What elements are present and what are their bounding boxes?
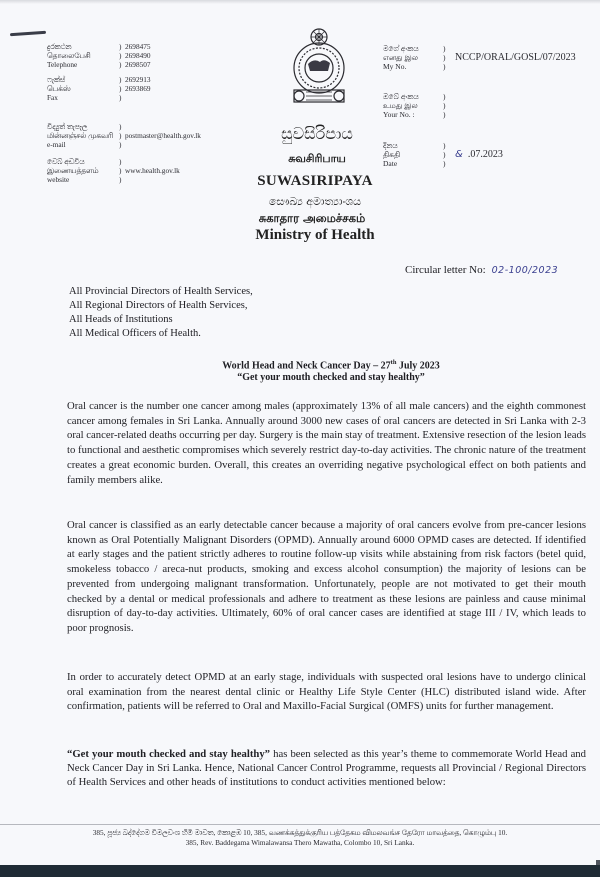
my-number-label-si: මගේ අංකය (383, 44, 419, 53)
fax-number: 2693869 (125, 84, 151, 93)
email-address: postmaster@health.gov.lk (125, 131, 201, 140)
email-label-ta: மின்னஞ்சல் முகவரி (47, 131, 114, 140)
date-label-si: දිනය (383, 141, 398, 150)
telephone-label-si: දුරකථන (47, 42, 72, 51)
email-block: විද්‍යුත් තැපෑල ) மின்னஞ்சல் முகவரி ) postmaster@health.gov.lk e-mail ) (47, 122, 201, 149)
my-number-label-en: My No. (383, 62, 407, 71)
subject-theme: “Get your mouth checked and stay healthy” (237, 371, 425, 383)
subject-heading (186, 357, 476, 383)
org-name-tamil: சுவசிரிபாய (288, 152, 346, 165)
footer-address-en: 385, Rev. Baddegama Wimalawansa Thero Mawatha, Colombo 10, Sri Lanka. (185, 838, 415, 847)
addressee: All Regional Directors of Health Services, (69, 300, 248, 311)
website-block: වෙබ් අඩවිය ) இணையத்தளம் ) www.health.gov.lk website ) (47, 157, 180, 184)
org-name-english: SUWASIRIPAYA (257, 173, 373, 189)
telephone-label-en: Telephone (47, 60, 78, 69)
my-number-label-ta: எனது இல (383, 53, 419, 62)
addressee: All Heads of Institutions (69, 314, 173, 325)
website-url: www.health.gov.lk (125, 166, 180, 175)
telephone-block: දුරකථන ) 2698475 தொலைபேசி ) 2698490 Telephone ) 2698507 (47, 42, 151, 69)
date-label-en: Date (383, 159, 398, 168)
your-number-label-en: Your No. : (383, 110, 415, 119)
website-label-ta: இணையத்தளம் (47, 166, 99, 175)
viewer-bottom-bar (0, 865, 600, 877)
ministry-name-sinhala: සෞඛ්‍ය අමාත්‍යාංශය (268, 195, 362, 208)
website-label-si: වෙබ් අඩවිය (47, 157, 85, 166)
paragraph-4-text: has been selected as this year’s theme to commemorate World Head and Neck Cancer Day in Sri Lanka. Hence, National Cancer Control Programme, requests all Provincial / Regional Directors of Health Services and other heads of institutions to conduct activities mentioned below: (67, 748, 586, 788)
body-paragraph-2: Oral cancer is classified as an early detectable cancer because a majority of oral cancers evolve from pre-cancer lesions known as Oral Potentially Malignant Disorders (OPMD). Annually around 6000 OPMD cases are detected. If identified at early stages and the patient strictly adheres to routine follow-up visits while abstaining from risk factors (betel quid, smokeless tobacco / areca-nut products, smoking and excess alcohol consumption) the majority of lesions can be prevented from undergoing malignant transformation. Unfortunately, people are not motivated to get their mouth checked by a dental or medical professionals and adhere to treatment as these lesions are painless and cause minimal disruption of day-to-day activities. Ultimately, 60% of oral cancer cases are identified at stage III / IV, which leads to poor prognosis. (67, 519, 586, 634)
circular-number (405, 264, 558, 276)
addressee-list (69, 285, 253, 341)
government-emblem-icon (284, 24, 354, 108)
fax-number: 2692913 (125, 75, 151, 84)
body-paragraph-3: In order to accurately detect OPMD at an early stage, individuals with suspected oral lesions have to undergo clinical oral examination from the nearest dental clinic or Healthy Life Style Center (HLC) distributed island wide. After confirmation, patients will be referred to Oral and Maxillo-Facial Surgical (OMFS) units for further management. (67, 671, 586, 713)
circular-label: Circular letter No: (405, 264, 486, 276)
footer-divider (0, 824, 600, 825)
handwritten-circular-number: 02-100/2023 (491, 265, 559, 276)
subject-date: July 2023 (396, 360, 440, 372)
fax-label-ta: பெக்ஸ் (47, 84, 71, 93)
theme-quote: “Get your mouth checked and stay healthy” (67, 748, 271, 760)
ministry-name-tamil: சுகாதார அமைச்சகம் (258, 211, 366, 225)
date-block: දිනය ) திகதி ) & .07.2023 Date ) (383, 141, 503, 168)
your-number-label-ta: உமது இல (383, 101, 418, 110)
footer-address-si-ta: 385, පූජ්‍ය බද්දේගම විමලවංශ හිමි මාවත, කොළඹ 10, 385, வணக்கத்துக்குரிய பத்தேகம விமலவங்ச தேரோ மாவத்தை, கொழும்பு 10. (92, 828, 508, 837)
ministry-name-english: Ministry of Health (255, 227, 375, 243)
fax-label-si: ෆැක්ස් (47, 75, 66, 84)
email-label-en: e-mail (47, 140, 66, 149)
body-paragraph-4 (67, 748, 586, 789)
email-label-si: විද්‍යුත් තැපෑල (47, 122, 88, 131)
addressee: All Medical Officers of Health. (69, 328, 201, 339)
subject-title: World Head and Neck Cancer Day – 27 (222, 360, 391, 372)
telephone-number: 2698490 (125, 51, 151, 60)
fax-label-en: Fax (47, 93, 58, 102)
date-label-ta: திகதி (383, 150, 401, 159)
body-paragraph-1: Oral cancer is the number one cancer among males (approximately 13% of all male cancers) and the eighth commonest cancer among females in Sri Lanka. Annually around 3000 new cases of oral cancers are detected in Sri Lanka with 2-3 oral cancer-related deaths occurring per day. Surgery is the main stay of treatment. Extensive resection of the lesion leads to functional and aesthetic compromises which severely restrict day-to-day activities. The chronic nature of the treatment creates a great economic burden. Overall, this creates an overriding negative psychological effect on both patients and family members alike. (67, 400, 586, 486)
org-name-sinhala: සුවසිරිපාය (281, 124, 353, 143)
subject-ordinal: th (390, 359, 397, 366)
website-label-en: website (47, 175, 70, 184)
your-number-block: ඔබේ අංකය ) உமது இல ) Your No. : ) (383, 92, 446, 119)
telephone-number: 2698475 (125, 42, 151, 51)
telephone-label-ta: தொலைபேசி (47, 51, 91, 60)
footer-address (0, 828, 600, 848)
scrollbar-thumb[interactable] (596, 860, 600, 865)
your-number-label-si: ඔබේ අංකය (383, 92, 419, 101)
my-number-block: මගේ අංකය ) எனது இல ) NCCP/ORAL/GOSL/07/2023 My No. ) (383, 44, 576, 71)
addressee: All Provincial Directors of Health Services, (69, 286, 253, 297)
scan-edge-shadow (0, 0, 600, 4)
handwritten-day: & (455, 149, 463, 160)
pen-mark (10, 31, 46, 37)
fax-block: ෆැක්ස් ) 2692913 பெக்ஸ் ) 2693869 Fax ) (47, 75, 151, 102)
my-number-value: NCCP/ORAL/GOSL/07/2023 (455, 52, 576, 63)
telephone-number: 2698507 (125, 60, 151, 69)
date-value: .07.2023 (467, 149, 503, 160)
